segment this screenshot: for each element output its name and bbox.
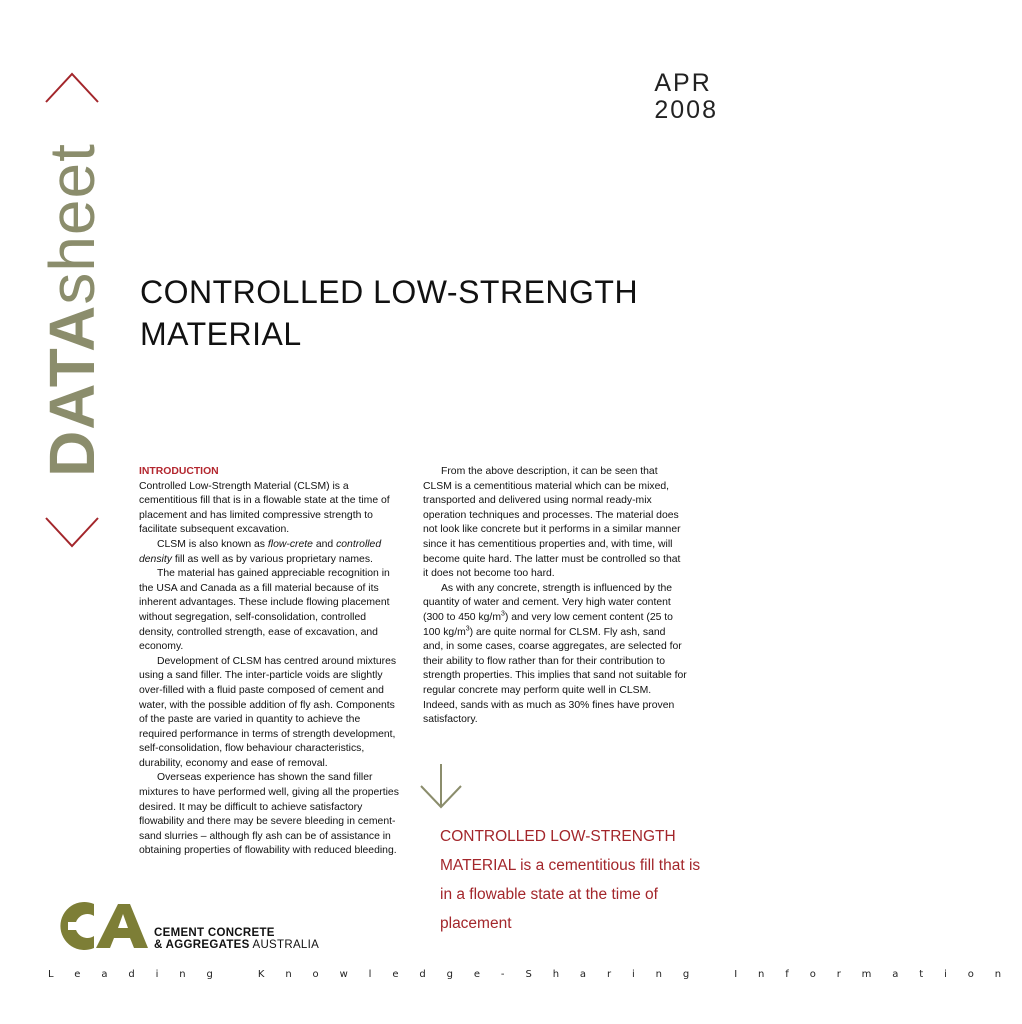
pull-quote: CONTROLLED LOW-STRENGTH MATERIAL is a cementitious fill that is in a flowable state at the time of placement [440,828,701,932]
logo-line-1: CEMENT CONCRETE [154,927,275,939]
brand-bold: DATA [36,304,108,477]
datasheet-band [36,70,108,550]
brand-light: sheet [36,143,108,305]
section-heading-introduction: INTRODUCTION [139,466,219,477]
ccaa-logo [44,900,344,952]
emphasis-text: controlled density [139,538,382,565]
text-run: ) are quite normal for CLSM. Fly ash, sand and, in some cases, coarse aggregates, are selected for their ability to flow rather than for their contribution to strength properties. This implies that sand not suitable for regular concrete may perform quite well in CLSM. Indeed, sands with as much as 30% fines have proven satisfactory. [423,626,687,726]
ccaa-logo-mark-icon [44,900,148,952]
issue-year: 2008 [654,96,718,124]
paragraph: Development of CLSM has centred around mixtures using a sand filler. The inter-particle voids are slightly over-filled with a fluid paste composed of cement and water, with the possible addition of fly ash. Components of the paste are varied in quantity to achieve the required performance in terms of strength development, self-consolidation, flow behaviour characteristics, durability, economy and ease of removal. [139,655,397,769]
paragraph: Controlled Low-Strength Material (CLSM) is a cementitious fill that is in a flowable state at the time of placement and has limited compressive strength to facilitate subsequent excavation. [139,480,390,536]
issue-date [654,70,718,124]
paragraph [423,582,687,728]
ccaa-logo-text [154,927,319,951]
title-line-1: CONTROLLED LOW-STRENGTH [140,274,639,310]
text-run: fill as well as by various proprietary names. [171,553,373,565]
superscript: 3 [500,610,505,618]
footer-strapline: Leading Knowledge-Sharing Information [48,969,1022,980]
logo-line-2-bold: & AGGREGATES [154,939,250,951]
title-line-2: MATERIAL [140,316,302,352]
chevron-down-icon [36,516,108,550]
text-run: and [312,538,337,550]
paragraph [139,538,401,567]
page-title [140,271,700,355]
text-run: As with any concrete, strength is influenced by the quantity of water and cement. Very high water content (300 to 450 kg/m [423,582,673,623]
text-run: ) and very low cement content (25 to 100 kg/m [423,611,673,638]
superscript: 3 [465,625,470,633]
logo-line-2-regular: AUSTRALIA [249,939,320,951]
left-column [139,465,401,859]
logo-line-2 [154,939,319,951]
brand-wordmark [36,143,108,477]
issue-month: APR [654,69,712,97]
arrow-down-icon [418,762,464,810]
paragraph: The material has gained appreciable recognition in the USA and Canada as a fill material because of its inherent advantages. These include flowing placement without segregation, self-consolidation, controlled density, controlled strength, ease of excavation, and economy. [139,568,390,653]
emphasis-text: flow-crete [267,538,313,550]
paragraph: Overseas experience has shown the sand filler mixtures to have performed well, giving all the properties desired. It may be difficult to achieve satisfactory flowability and there may be severe bleeding in cement-sand slurries – although fly ash can be of assistance in obtaining properties of flowability with reduced bleeding. [139,772,399,857]
right-column [423,465,687,728]
text-run: CLSM is also known as [157,538,268,550]
chevron-up-icon [36,70,108,104]
paragraph: From the above description, it can be seen that CLSM is a cementitious material which can be mixed, transported and delivered using normal ready-mix operation techniques and processes. The material does not look like concrete but it performs in a similar manner since it has cementitious properties and, with time, will become quite hard. The latter must be controlled so that it does not become too hard. [423,466,681,580]
